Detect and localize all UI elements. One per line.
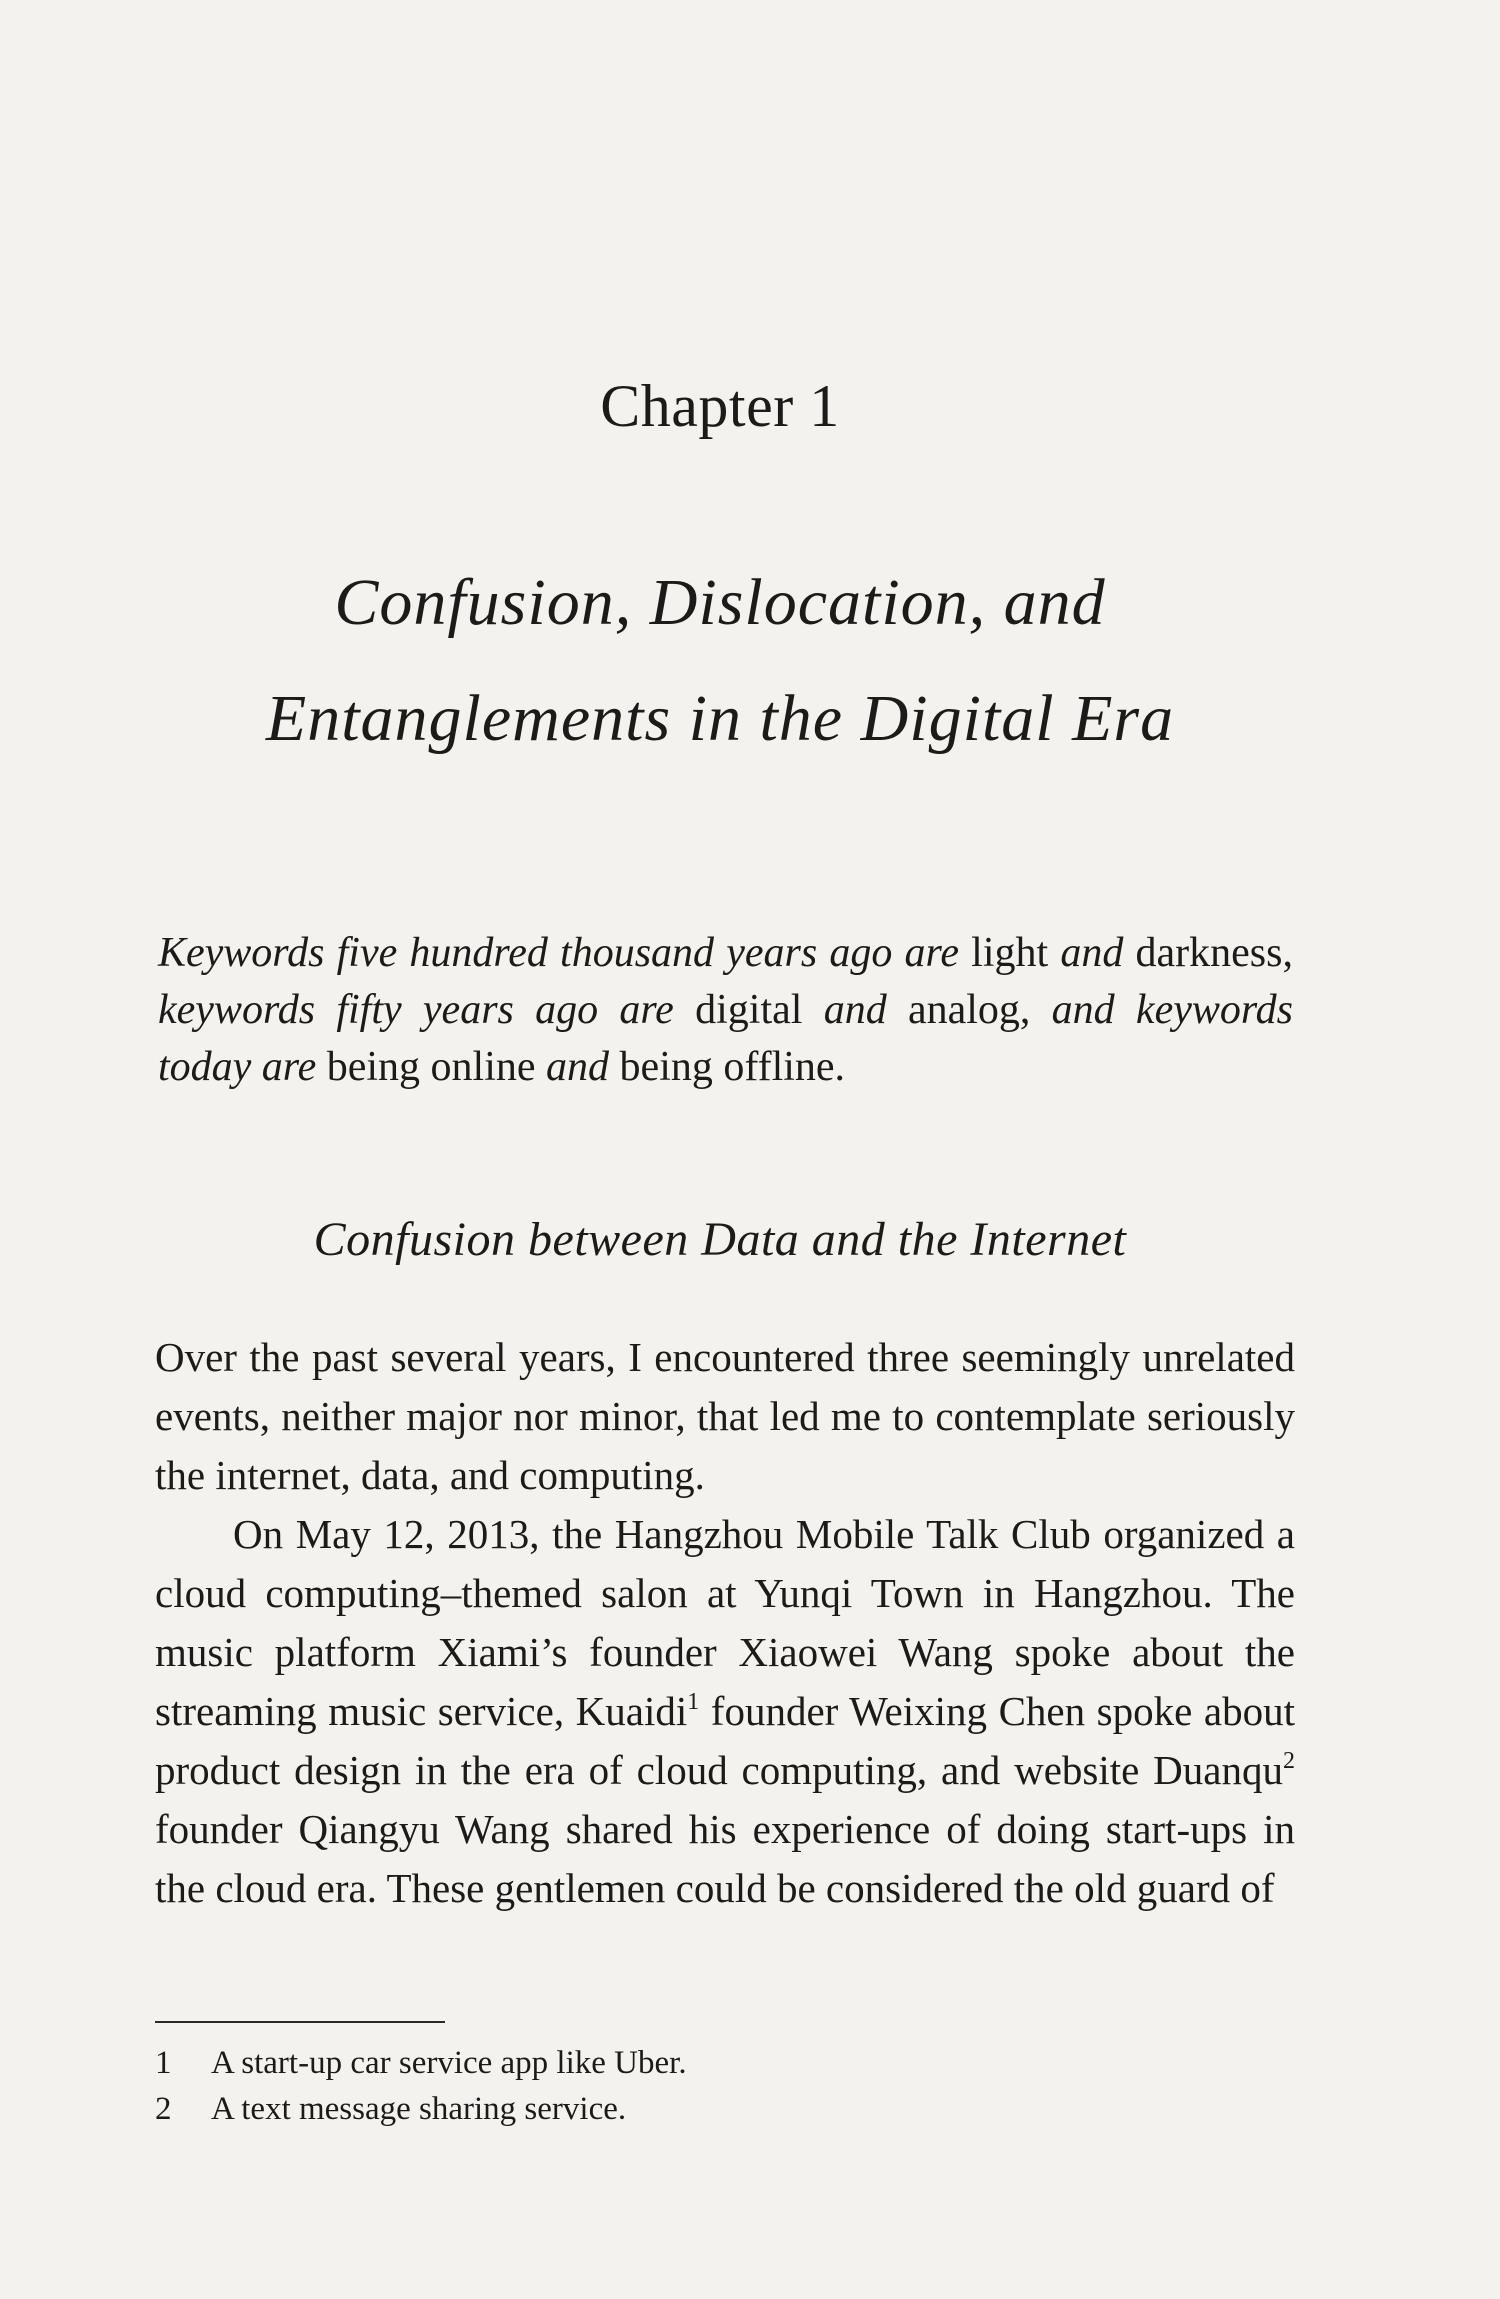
- epigraph-segment: and: [823, 987, 887, 1033]
- epigraph-segment: Keywords five hundred thousand years ago are: [158, 930, 959, 976]
- epigraph-segment: light: [958, 930, 1061, 976]
- epigraph-segment: being online: [316, 1044, 547, 1090]
- footnote-divider: [155, 2021, 445, 2023]
- footnote-text: A text message sharing service.: [211, 2091, 627, 2127]
- epigraph-segment: and: [546, 1044, 610, 1090]
- paragraph-2-part-c: founder Qiangyu Wang shared his experience of doing start-ups in the cloud era. These gentlemen could be considered the old guard of: [155, 1806, 1295, 1911]
- paragraph-2-part-b: founder Weixing Chen spoke about product design in the era of cloud computing, and website Duanqu: [155, 1688, 1295, 1793]
- epigraph-segment: being offline.: [609, 1044, 846, 1090]
- paragraph-2: [155, 1505, 1295, 1918]
- epigraph-segment: and keywords today are: [158, 987, 1294, 1090]
- epigraph-segment: analog,: [886, 987, 1052, 1033]
- chapter-title: [0, 545, 1440, 777]
- epigraph-segment: digital: [673, 987, 824, 1033]
- epigraph: [158, 925, 1293, 1096]
- footnote-item: [155, 2040, 1295, 2086]
- epigraph-segment: darkness,: [1123, 930, 1293, 976]
- footnote-ref-1[interactable]: 1: [687, 1689, 700, 1715]
- footnote-text: A start-up car service app like Uber.: [211, 2045, 687, 2081]
- epigraph-segment: and: [1060, 930, 1124, 976]
- body-text: [155, 1328, 1295, 1918]
- footnote-number: 2: [155, 2091, 172, 2127]
- footnote-number: 1: [155, 2045, 172, 2081]
- footnote-ref-2[interactable]: 2: [1283, 1748, 1295, 1774]
- chapter-title-line-2: Entanglements in the Digital Era: [265, 682, 1175, 755]
- footnotes: [155, 2040, 1295, 2132]
- footnote-item: [155, 2086, 1295, 2132]
- epigraph-segment: keywords fifty years ago are: [158, 987, 674, 1033]
- chapter-label: Chapter 1: [600, 373, 840, 439]
- paragraph-2-part-a: On May 12, 2013, the Hangzhou Mobile Talk Club organized a cloud computing–themed salon at Yunqi Town in Hangzhou. The music platform Xiami’s founder Xiaowei Wang spoke about the streaming music service, Kuaidi: [155, 1511, 1295, 1734]
- section-heading: Confusion between Data and the Internet: [313, 1213, 1127, 1266]
- paragraph-1: Over the past several years, I encountered three seemingly unrelated events, neither major nor minor, that led me to contemplate seriously the internet, data, and computing.: [155, 1334, 1295, 1498]
- chapter-title-line-1: Confusion, Dislocation, and: [334, 566, 1106, 639]
